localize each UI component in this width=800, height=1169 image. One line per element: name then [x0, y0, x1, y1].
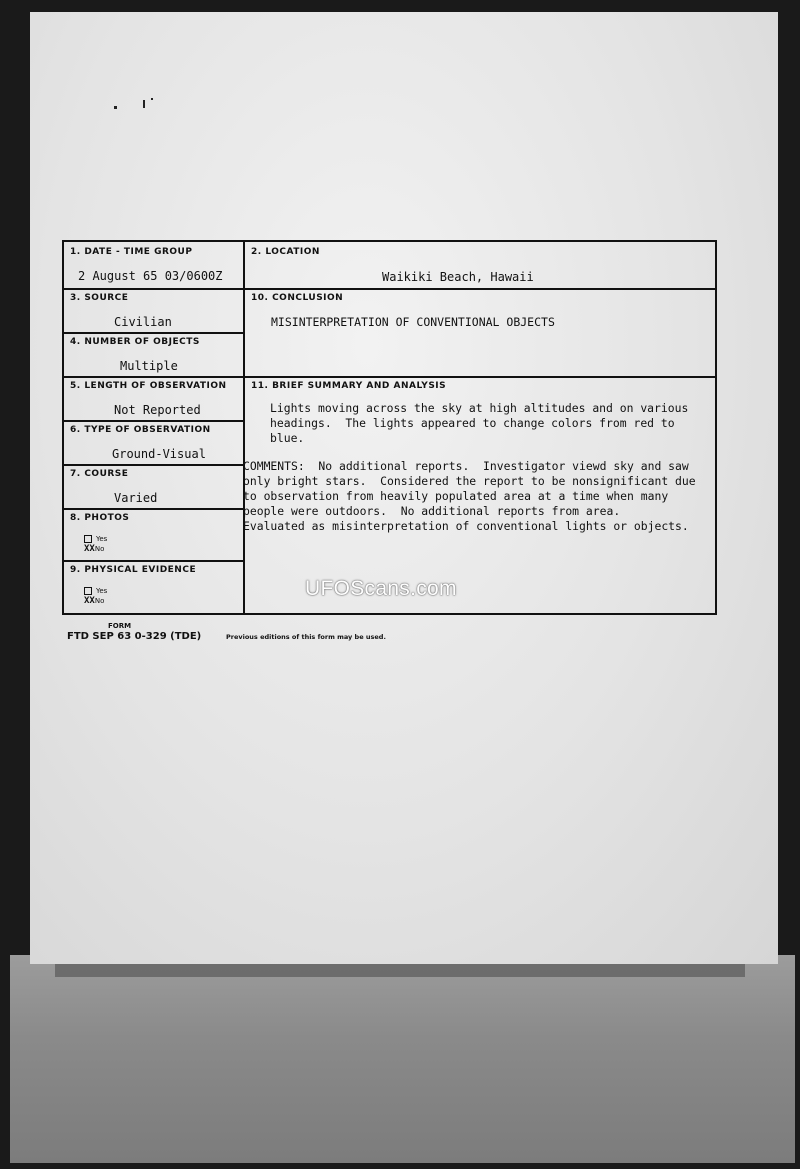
- summary-line: blue.: [270, 431, 305, 445]
- photos-yes-label: Yes: [96, 535, 108, 543]
- number-of-objects-cell: [64, 332, 243, 376]
- date-time-label: 1. DATE - TIME GROUP: [70, 247, 193, 257]
- physical-yes-checkbox: [84, 587, 92, 595]
- photos-yes-checkbox: [84, 535, 92, 543]
- physical-evidence-cell: [64, 560, 243, 614]
- comments-line: people were outdoors. No additional reports from area.: [243, 504, 621, 518]
- comments-line: Evaluated as misinterpretation of conventional lights or objects.: [243, 519, 689, 533]
- physical-evidence-options: [84, 586, 107, 606]
- speck: [114, 106, 117, 109]
- comments-line: only bright stars. Considered the report to be nonsignificant due: [243, 474, 696, 488]
- footer-form-word: FORM: [108, 622, 132, 630]
- watermark: UFOScans.com: [305, 577, 457, 600]
- photos-options: [84, 534, 107, 554]
- location-cell: [245, 242, 716, 288]
- length-of-observation-label: 5. LENGTH OF OBSERVATION: [70, 381, 227, 391]
- comments-line: COMMENTS: No additional reports. Investigator viewd sky and saw: [243, 459, 689, 473]
- source-cell: [64, 288, 243, 332]
- speck: [143, 100, 145, 108]
- photos-label: 8. PHOTOS: [70, 513, 130, 523]
- photos-cell: [64, 508, 243, 560]
- conclusion-value: MISINTERPRETATION OF CONVENTIONAL OBJECTS: [271, 315, 555, 329]
- length-of-observation-cell: [64, 376, 243, 420]
- footer-note: Previous editions of this form may be used.: [226, 633, 386, 641]
- physical-no-mark: XX: [84, 596, 95, 606]
- course-value: Varied: [114, 491, 158, 505]
- location-value: Waikiki Beach, Hawaii: [382, 270, 534, 284]
- source-label: 3. SOURCE: [70, 293, 129, 303]
- photos-no-mark: XX: [84, 544, 95, 554]
- speck: [151, 98, 153, 100]
- length-of-observation-value: Not Reported: [114, 403, 201, 417]
- type-of-observation-value: Ground-Visual: [112, 447, 206, 461]
- summary-line: Lights moving across the sky at high altitudes and on various: [270, 401, 689, 415]
- type-of-observation-label: 6. TYPE OF OBSERVATION: [70, 425, 211, 435]
- scan-background: [10, 955, 795, 1163]
- conclusion-cell: [245, 288, 716, 376]
- source-value: Civilian: [114, 315, 172, 329]
- comments-line: to observation from heavily populated area at a time when many: [243, 489, 669, 503]
- number-of-objects-value: Multiple: [120, 359, 178, 373]
- course-label: 7. COURSE: [70, 469, 129, 479]
- date-time-cell: [64, 242, 243, 288]
- number-of-objects-label: 4. NUMBER OF OBJECTS: [70, 337, 200, 347]
- conclusion-label: 10. CONCLUSION: [251, 293, 344, 303]
- date-time-value: 2 August 65 03/0600Z: [78, 269, 223, 283]
- scan-shadow: [55, 963, 745, 977]
- footer-form-id: FTD SEP 63 0-329 (TDE): [67, 631, 202, 642]
- summary-line: headings. The lights appeared to change colors from red to: [270, 416, 675, 430]
- physical-yes-label: Yes: [96, 587, 108, 595]
- physical-evidence-label: 9. PHYSICAL EVIDENCE: [70, 565, 197, 575]
- course-cell: [64, 464, 243, 508]
- photos-no-label: No: [94, 545, 105, 553]
- physical-no-label: No: [94, 597, 105, 605]
- summary-label: 11. BRIEF SUMMARY AND ANALYSIS: [251, 381, 447, 391]
- type-of-observation-cell: [64, 420, 243, 464]
- location-label: 2. LOCATION: [251, 247, 320, 257]
